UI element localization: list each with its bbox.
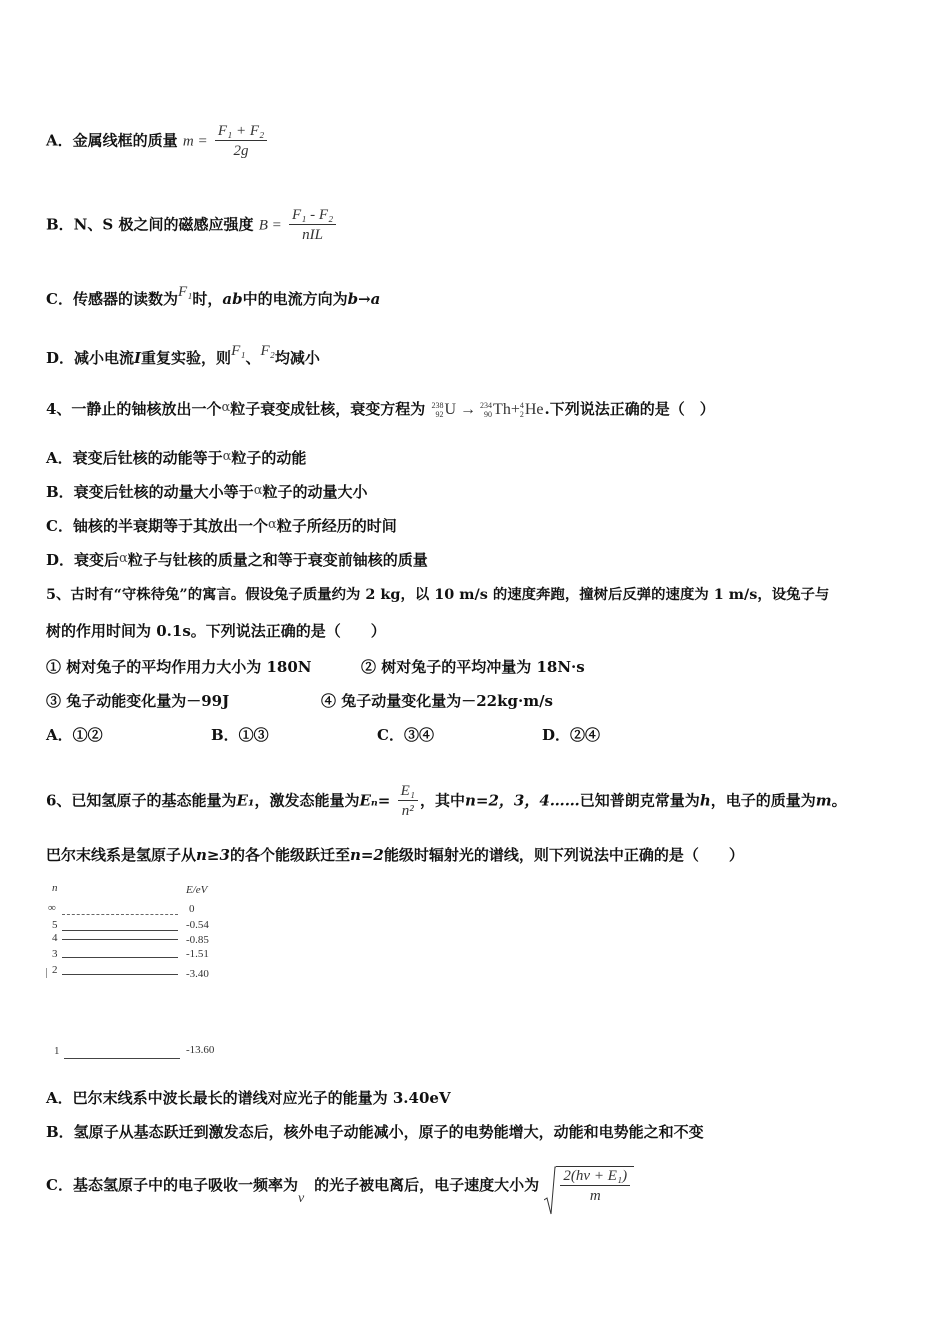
fraction-denominator: n² [401, 803, 414, 819]
q5-option-b: B．①③ [211, 726, 269, 744]
option-c-sensor [46, 282, 380, 309]
q5-statement-2: ② 树对兔子的平均冲量为 18N·s [361, 658, 585, 676]
q5-statement-1: ① 树对兔子的平均作用力大小为 180N [46, 658, 312, 676]
fraction-denominator: m [589, 1188, 601, 1204]
formula-lhs: m = [182, 133, 208, 150]
option-text-2: 粒子与钍核的质量之和等于衰变前铀核的质量 [127, 551, 428, 569]
sqrt-fraction [560, 1167, 630, 1206]
level-line-2 [62, 974, 178, 975]
q6-stem-line1 [46, 782, 847, 821]
f1-symbol: F₁ [231, 343, 246, 359]
fraction-numerator: E₁ [398, 782, 418, 801]
q4-option-a [46, 447, 306, 468]
level-n-4: 4 [52, 932, 58, 944]
option-c-text-2: 时， [192, 290, 223, 308]
current-direction: b→a [347, 290, 381, 308]
q6-text-2: ，激发态能量为 [254, 791, 360, 810]
q6-option-c [46, 1166, 634, 1209]
q4-option-b [46, 481, 367, 502]
level-line-1 [64, 1058, 180, 1059]
q6-line2-text-3: 能级时辐射光的谱线，则下列说法中正确的是（ ） [383, 846, 744, 864]
level-line-3 [62, 957, 178, 958]
level-n-inf: ∞ [48, 902, 56, 914]
energy-axis-label: E/eV [186, 884, 208, 896]
alpha-symbol: α [267, 517, 277, 532]
q4-option-d [46, 549, 428, 570]
n-ge-3: n≥3 [196, 846, 230, 864]
h-symbol: h [699, 791, 711, 810]
option-c-text-3: 中的电流方向为 [242, 290, 348, 308]
th-symbol: Th+ [493, 401, 520, 418]
option-text: C．铀核的半衰期等于其放出一个 [46, 517, 268, 535]
fraction-denominator: nIL [302, 227, 324, 243]
level-n-2: 2 [52, 964, 58, 976]
u-atomic-number: 92 [435, 410, 444, 420]
th-mass-number: 234 [480, 401, 493, 411]
u-mass-number: 238 [431, 401, 444, 411]
u-symbol: U [444, 401, 457, 418]
he-atomic-number: 2 [519, 410, 524, 420]
nu-symbol: ν [297, 1191, 305, 1206]
option-c-text: C．基态氢原子中的电子吸收一频率为 [46, 1176, 298, 1194]
q6-text-6: 。 [831, 791, 847, 810]
level-e-5: -0.54 [186, 919, 209, 931]
level-e-4: -0.85 [186, 934, 209, 946]
energy-level-diagram [46, 882, 246, 1067]
level-line-4 [62, 939, 178, 940]
formula-fraction [289, 206, 336, 245]
diagram-tick [46, 968, 47, 978]
current-symbol: I [134, 349, 142, 367]
e1-symbol: E₁ [236, 791, 255, 810]
energy-fraction [398, 782, 418, 821]
option-text: B．衰变后钍核的动量大小等于 [46, 483, 254, 501]
option-b-text: B．N、S 极之间的磁感应强度 [46, 215, 254, 234]
q4-text-3: .下列说法正确的是（ ） [544, 400, 715, 418]
q5-option-a: A．①② [46, 726, 103, 744]
q4-text: 4、一静止的铀核放出一个 [46, 400, 222, 418]
level-n-3: 3 [52, 948, 58, 960]
f2-symbol: F₂ [260, 343, 275, 359]
option-d-text-2: 重复实验，则 [141, 349, 232, 367]
alpha-symbol: α [253, 483, 263, 498]
option-a-mass [46, 122, 269, 161]
q4-option-c [46, 515, 397, 536]
n-eq-2: n=2 [349, 846, 384, 864]
q5-option-d: D．②④ [542, 726, 601, 744]
q4-text-2: 粒子衰变成钍核，衰变方程为 [230, 400, 426, 418]
q5-stem-line1: 5、古时有“守株待兔”的寓言。假设兔子质量约为 2 kg，以 10 m/s 的速度奔跑，撞树后反弹的速度为 1 m/s，设兔子与 [46, 586, 830, 603]
level-n-1: 1 [54, 1045, 60, 1057]
option-text: D．衰变后 [46, 551, 120, 569]
separator: 、 [245, 349, 261, 367]
q6-text-3: ，其中 [419, 791, 465, 810]
option-d-current [46, 341, 320, 368]
option-a-text: A．金属线框的质量 [46, 131, 178, 150]
th-atomic-number: 90 [484, 410, 493, 420]
alpha-symbol: α [119, 551, 128, 566]
q6-option-a: A．巴尔末线系中波长最长的谱线对应光子的能量为 3.40eV [46, 1089, 451, 1107]
fraction-numerator: 2(hν + E₁) [560, 1167, 630, 1186]
q6-line2-text: 巴尔末线系是氢原子从 [46, 846, 197, 864]
option-text-2: 粒子所经历的时间 [276, 517, 397, 535]
q6-line2-text-2: 的各个能级跃迁至 [229, 846, 350, 864]
q5-stem-line2: 树的作用时间为 0.1s。下列说法正确的是（ ） [46, 622, 386, 640]
option-text-2: 粒子的动量大小 [262, 483, 368, 501]
reaction-arrow: → [460, 401, 477, 418]
radical-sign-icon [544, 1166, 556, 1216]
q5-option-c: C．③④ [377, 726, 434, 744]
q5-statement-3: ③ 兔子动能变化量为－99J [46, 692, 230, 710]
q6-option-b: B．氢原子从基态跃迁到激发态后，核外电子动能减小，原子的电势能增大，动能和电势能之和不变 [46, 1123, 704, 1141]
en-symbol: Eₙ= [359, 791, 391, 810]
q6-text: 6、已知氢原子的基态能量为 [46, 791, 237, 810]
sqrt-expression [544, 1166, 634, 1206]
formula-lhs: B = [258, 217, 282, 234]
fraction-numerator: F₁ + F₂ [215, 122, 267, 141]
option-b-field [46, 206, 338, 245]
level-e-2: -3.40 [186, 968, 209, 980]
q6-stem-line2 [46, 845, 744, 865]
level-e-inf: 0 [189, 903, 195, 915]
n-axis-label: n [52, 882, 58, 894]
level-e-3: -1.51 [186, 948, 209, 960]
option-c-text: C．传感器的读数为 [46, 290, 178, 308]
level-e-1: -13.60 [186, 1044, 215, 1056]
option-d-text: D．减小电流 [46, 349, 135, 367]
decay-equation [431, 400, 543, 420]
q6-text-5: ，电子的质量为 [710, 791, 816, 810]
q4-stem [46, 398, 715, 420]
option-text-2: 粒子的动能 [231, 449, 307, 467]
n-values: n=2，3，4…… [465, 791, 580, 810]
he-mass-number: 4 [519, 401, 524, 411]
m-symbol: m [815, 791, 832, 810]
level-line-inf [62, 914, 178, 915]
option-d-text-3: 均减小 [274, 349, 320, 367]
option-text: A．衰变后钍核的动能等于 [46, 449, 223, 467]
level-line-5 [62, 930, 178, 931]
f1-symbol: F₁ [177, 284, 193, 300]
alpha-symbol: α [222, 449, 232, 464]
formula-fraction [215, 122, 267, 161]
ab-symbol: ab [222, 290, 243, 308]
fraction-denominator: 2g [233, 143, 249, 159]
option-c-text-2: 的光子被电离后，电子速度大小为 [314, 1176, 540, 1194]
level-n-5: 5 [52, 919, 58, 931]
q5-statement-4: ④ 兔子动量变化量为－22kg·m/s [321, 692, 553, 710]
he-symbol: He [524, 401, 544, 418]
fraction-numerator: F₁ - F₂ [289, 206, 336, 225]
alpha-symbol: α [221, 400, 231, 415]
q6-text-4: 已知普朗克常量为 [579, 791, 700, 810]
